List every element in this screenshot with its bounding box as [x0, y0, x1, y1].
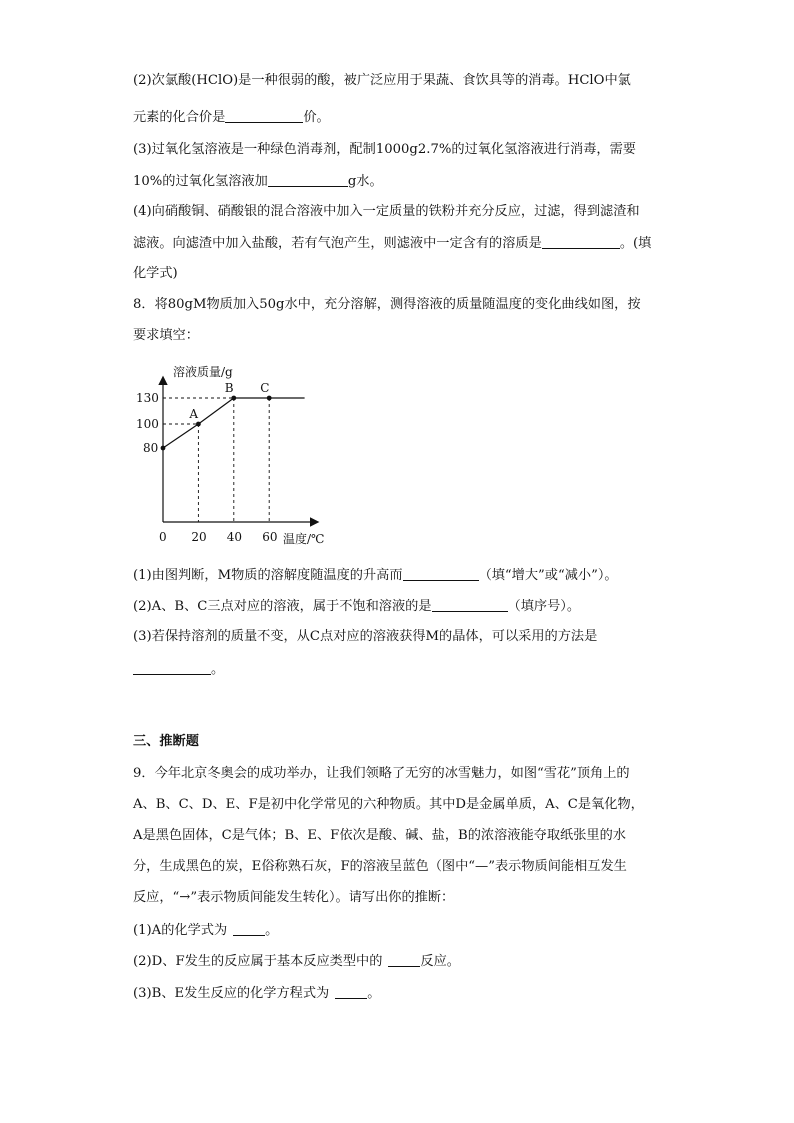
- q8-line-2: 要求填空：: [133, 328, 199, 343]
- answer-blank[interactable]: [388, 952, 420, 967]
- q8-sub-1-suffix: （填“增大”或“减小”）。: [478, 568, 618, 583]
- q7-line-2-suffix: 价。: [303, 110, 330, 125]
- x-tick-label: 0: [159, 530, 167, 544]
- q7-line-4: [133, 172, 383, 191]
- answer-blank[interactable]: [133, 660, 211, 675]
- q8-sub-3-suffix: 。: [211, 662, 225, 677]
- q9-line-2: A、B、C、D、E、F是初中化学常见的六种物质。其中D是金属单质，A、C是氧化物，: [133, 797, 644, 812]
- q7-line-4-text: 10%的过氧化氢溶液加: [133, 174, 268, 189]
- data-point: [196, 422, 201, 427]
- q7-line-2-text: 元素的化合价是: [133, 110, 226, 125]
- x-tick-label: 60: [262, 530, 278, 544]
- q7-line-1: (2)次氯酸(HClO)是一种很弱的酸，被广泛应用于果蔬、食饮具等的消毒。HClO中氯: [133, 73, 631, 88]
- y-tick-label: 80: [143, 441, 159, 455]
- q9-sub-1-suffix: 。: [265, 923, 279, 938]
- q9-sub-1: [133, 921, 278, 940]
- q8-line-1: 8．将80gM物质加入50g水中，充分溶解，测得溶液的质量随温度的变化曲线如图，按: [133, 297, 641, 312]
- q9-line-1: 9．今年北京冬奥会的成功举办，让我们领略了无穷的冰雪魅力，如图“雪花”顶角上的: [133, 766, 630, 781]
- q8-sub-1-text: (1)由图判断，M物质的溶解度随温度的升高而: [133, 568, 403, 583]
- q9-sub-3: [133, 984, 380, 1003]
- x-axis-label: 温度/℃: [283, 532, 325, 546]
- y-axis-label: 溶液质量/g: [173, 365, 233, 379]
- q9-sub-2-suffix: 反应。: [420, 954, 460, 969]
- q7-line-3: (3)过氧化氢溶液是一种绿色消毒剂，配制1000g2.7%的过氧化氢溶液进行消毒，需要: [133, 142, 636, 157]
- answer-blank[interactable]: [403, 566, 479, 581]
- answer-blank[interactable]: [542, 234, 620, 249]
- data-point: [161, 446, 166, 451]
- answer-blank[interactable]: [268, 172, 348, 187]
- data-point: [267, 396, 272, 401]
- q7-line-7: 化学式): [133, 266, 178, 281]
- q9-sub-2-text: (2)D、F发生的反应属于基本反应类型中的: [133, 954, 383, 969]
- q8-sub-2-text: (2)A、B、C三点对应的溶液，属于不饱和溶液的是: [133, 599, 432, 614]
- answer-blank[interactable]: [225, 108, 303, 123]
- q7-line-6: [133, 234, 651, 253]
- q9-line-3: A是黑色固体，C是气体；B、E、F依次是酸、碱、盐，B的浓溶液能夺取纸张里的水: [133, 828, 626, 843]
- point-label-b: B: [224, 381, 234, 395]
- q8-sub-1: [133, 566, 618, 585]
- point-label-a: A: [189, 407, 199, 421]
- x-tick-label: 40: [226, 530, 243, 544]
- q7-line-2: [133, 108, 330, 127]
- answer-blank[interactable]: [335, 984, 367, 999]
- q7-line-5: (4)向硝酸铜、硝酸银的混合溶液中加入一定质量的铁粉并充分反应，过滤，得到滤渣和: [133, 204, 640, 219]
- q8-sub-2-suffix: （填序号）。: [507, 599, 581, 614]
- data-point: [231, 396, 236, 401]
- q9-sub-3-text: (3)B、E发生反应的化学方程式为: [133, 986, 330, 1001]
- q9-line-5: 反应，“→”表示物质间能发生转化）。请写出你的推断：: [133, 890, 455, 905]
- q7-line-6-suffix: 。(填: [619, 236, 652, 251]
- q7-line-6-text: 滤液。向滤渣中加入盐酸，若有气泡产生，则滤液中一定含有的溶质是: [133, 236, 542, 251]
- y-tick-label: 100: [136, 417, 159, 431]
- x-tick-label: 20: [191, 530, 207, 544]
- solution-mass-chart: [133, 360, 343, 550]
- y-tick-label: 130: [136, 391, 159, 405]
- section-heading: 三、推断题: [133, 734, 199, 749]
- answer-blank[interactable]: [432, 597, 508, 612]
- q8-sub-2: [133, 597, 580, 616]
- chart-marks: [136, 381, 305, 544]
- q8-sub-3: (3)若保持溶剂的质量不变，从C点对应的溶液获得M的晶体，可以采用的方法是: [133, 629, 598, 644]
- q9-sub-2: [133, 952, 460, 971]
- q9-sub-1-text: (1)A的化学式为: [133, 923, 228, 938]
- q9-sub-3-suffix: 。: [367, 986, 381, 1001]
- q9-line-4: 分，生成黑色的炭，E俗称熟石灰，F的溶液呈蓝色（图中“—”表示物质间能相互发生: [133, 859, 627, 874]
- point-label-c: C: [260, 381, 270, 395]
- answer-blank[interactable]: [233, 921, 265, 936]
- q7-line-4-suffix: g水。: [347, 174, 383, 189]
- q8-sub-3-answer: [133, 660, 224, 679]
